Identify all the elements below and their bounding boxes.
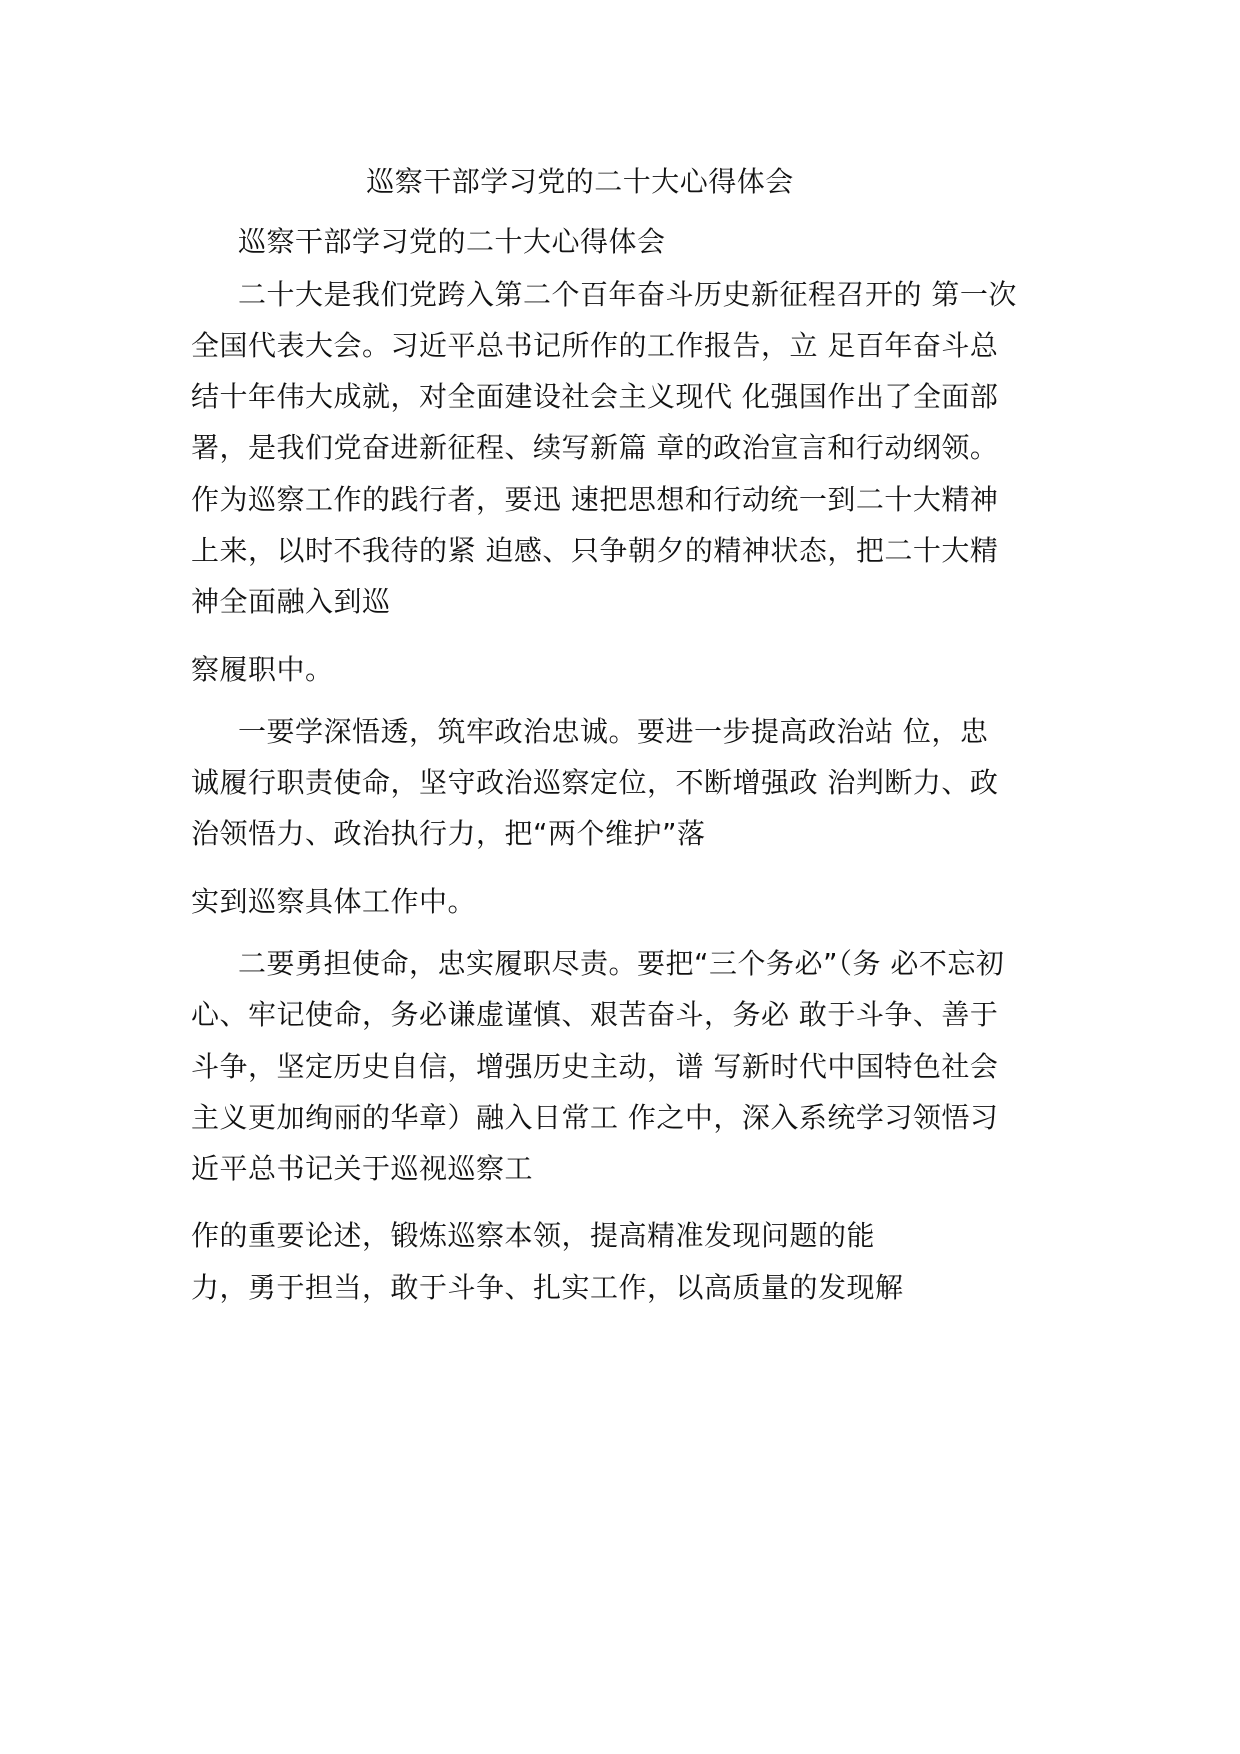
paragraph-line: 作为巡察工作的践行者，要迅 速把思想和行动统一到二十大精神	[191, 483, 999, 516]
paragraph-line: 一要学深悟透，筑牢政治忠诚。要进一步提高政治站 位，忠	[238, 715, 989, 748]
paragraph-line: 二十大是我们党跨入第二个百年奋斗历史新征程召开的 第一次	[238, 278, 1017, 311]
paragraph-line: 结十年伟大成就，对全面建设社会主义现代 化强国作出了全面部	[191, 380, 999, 413]
paragraph-line: 上来，以时不我待的紧 迫感、只争朝夕的精神状态，把二十大精	[191, 534, 999, 567]
document-title: 巡察干部学习党的二十大心得体会	[366, 165, 794, 198]
paragraph-line: 神全面融入到巡	[191, 585, 391, 618]
paragraph-line: 斗争，坚定历史自信，增强历史主动，谱 写新时代中国特色社会	[191, 1050, 999, 1083]
paragraph-line: 二要勇担使命，忠实履职尽责。要把“三个务必”（务 必不忘初	[238, 947, 1005, 980]
paragraph-line: 近平总书记关于巡视巡察工	[191, 1152, 534, 1185]
paragraph-line: 作的重要论述，锻炼巡察本领，提高精准发现问题的能	[191, 1219, 876, 1252]
paragraph-line: 心、牢记使命，务必谦虚谨慎、艰苦奋斗，务必 敢于斗争、善于	[191, 998, 999, 1031]
paragraph-line: 治领悟力、政治执行力，把“两个维护”落	[191, 817, 706, 850]
document-subtitle: 巡察干部学习党的二十大心得体会	[238, 225, 666, 258]
paragraph-line: 实到巡察具体工作中。	[191, 885, 477, 918]
paragraph-line: 察履职中。	[191, 653, 334, 686]
paragraph-line: 全国代表大会。习近平总书记所作的工作报告，立 足百年奋斗总	[191, 329, 999, 362]
paragraph-line: 诚履行职责使命，坚守政治巡察定位，不断增强政 治判断力、政	[191, 766, 999, 799]
paragraph-line: 主义更加绚丽的华章）融入日常工 作之中，深入系统学习领悟习	[191, 1101, 999, 1134]
paragraph-line: 力，勇于担当，敢于斗争、扎实工作，以高质量的发现解	[191, 1271, 904, 1304]
paragraph-line: 署，是我们党奋进新征程、续写新篇 章的政治宣言和行动纲领。	[191, 431, 999, 464]
